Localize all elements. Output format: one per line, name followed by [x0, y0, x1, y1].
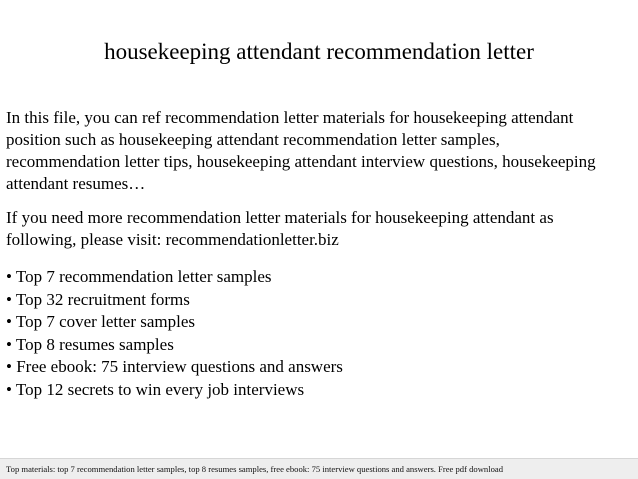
page-title: housekeeping attendant recommendation letter — [104, 39, 534, 64]
more-info-line: following, please visit: recommendationletter.biz — [6, 230, 339, 249]
bullet-item: • Free ebook: 75 interview questions and answers — [6, 357, 343, 376]
more-info-line: If you need more recommendation letter materials for housekeeping attendant as — [6, 208, 554, 227]
bullet-item: • Top 32 recruitment forms — [6, 289, 190, 309]
intro-line: recommendation letter tips, housekeeping attendant interview questions, housekeeping — [6, 152, 596, 171]
intro-line: attendant resumes… — [6, 174, 146, 193]
bullet-list — [6, 266, 634, 401]
bullet-item: • Top 8 resumes samples — [6, 334, 174, 354]
bullet-item: • Top 7 cover letter samples — [6, 312, 196, 331]
intro-line: position such as housekeeping attendant recommendation letter samples, — [6, 130, 500, 149]
bullet-item: • Top 7 recommendation letter samples — [6, 267, 272, 286]
intro-line: In this file, you can ref recommendation letter materials for housekeeping attendant — [6, 108, 574, 127]
more-info-paragraph — [6, 207, 634, 251]
footer-bar — [0, 458, 638, 479]
intro-paragraph — [6, 107, 634, 195]
bullet-item: • Top 12 secrets to win every job interviews — [6, 379, 305, 399]
footer-text: Top materials: top 7 recommendation letter samples, top 8 resumes samples, free ebook: 75 interview questions and answers. Free pdf download — [6, 464, 503, 474]
